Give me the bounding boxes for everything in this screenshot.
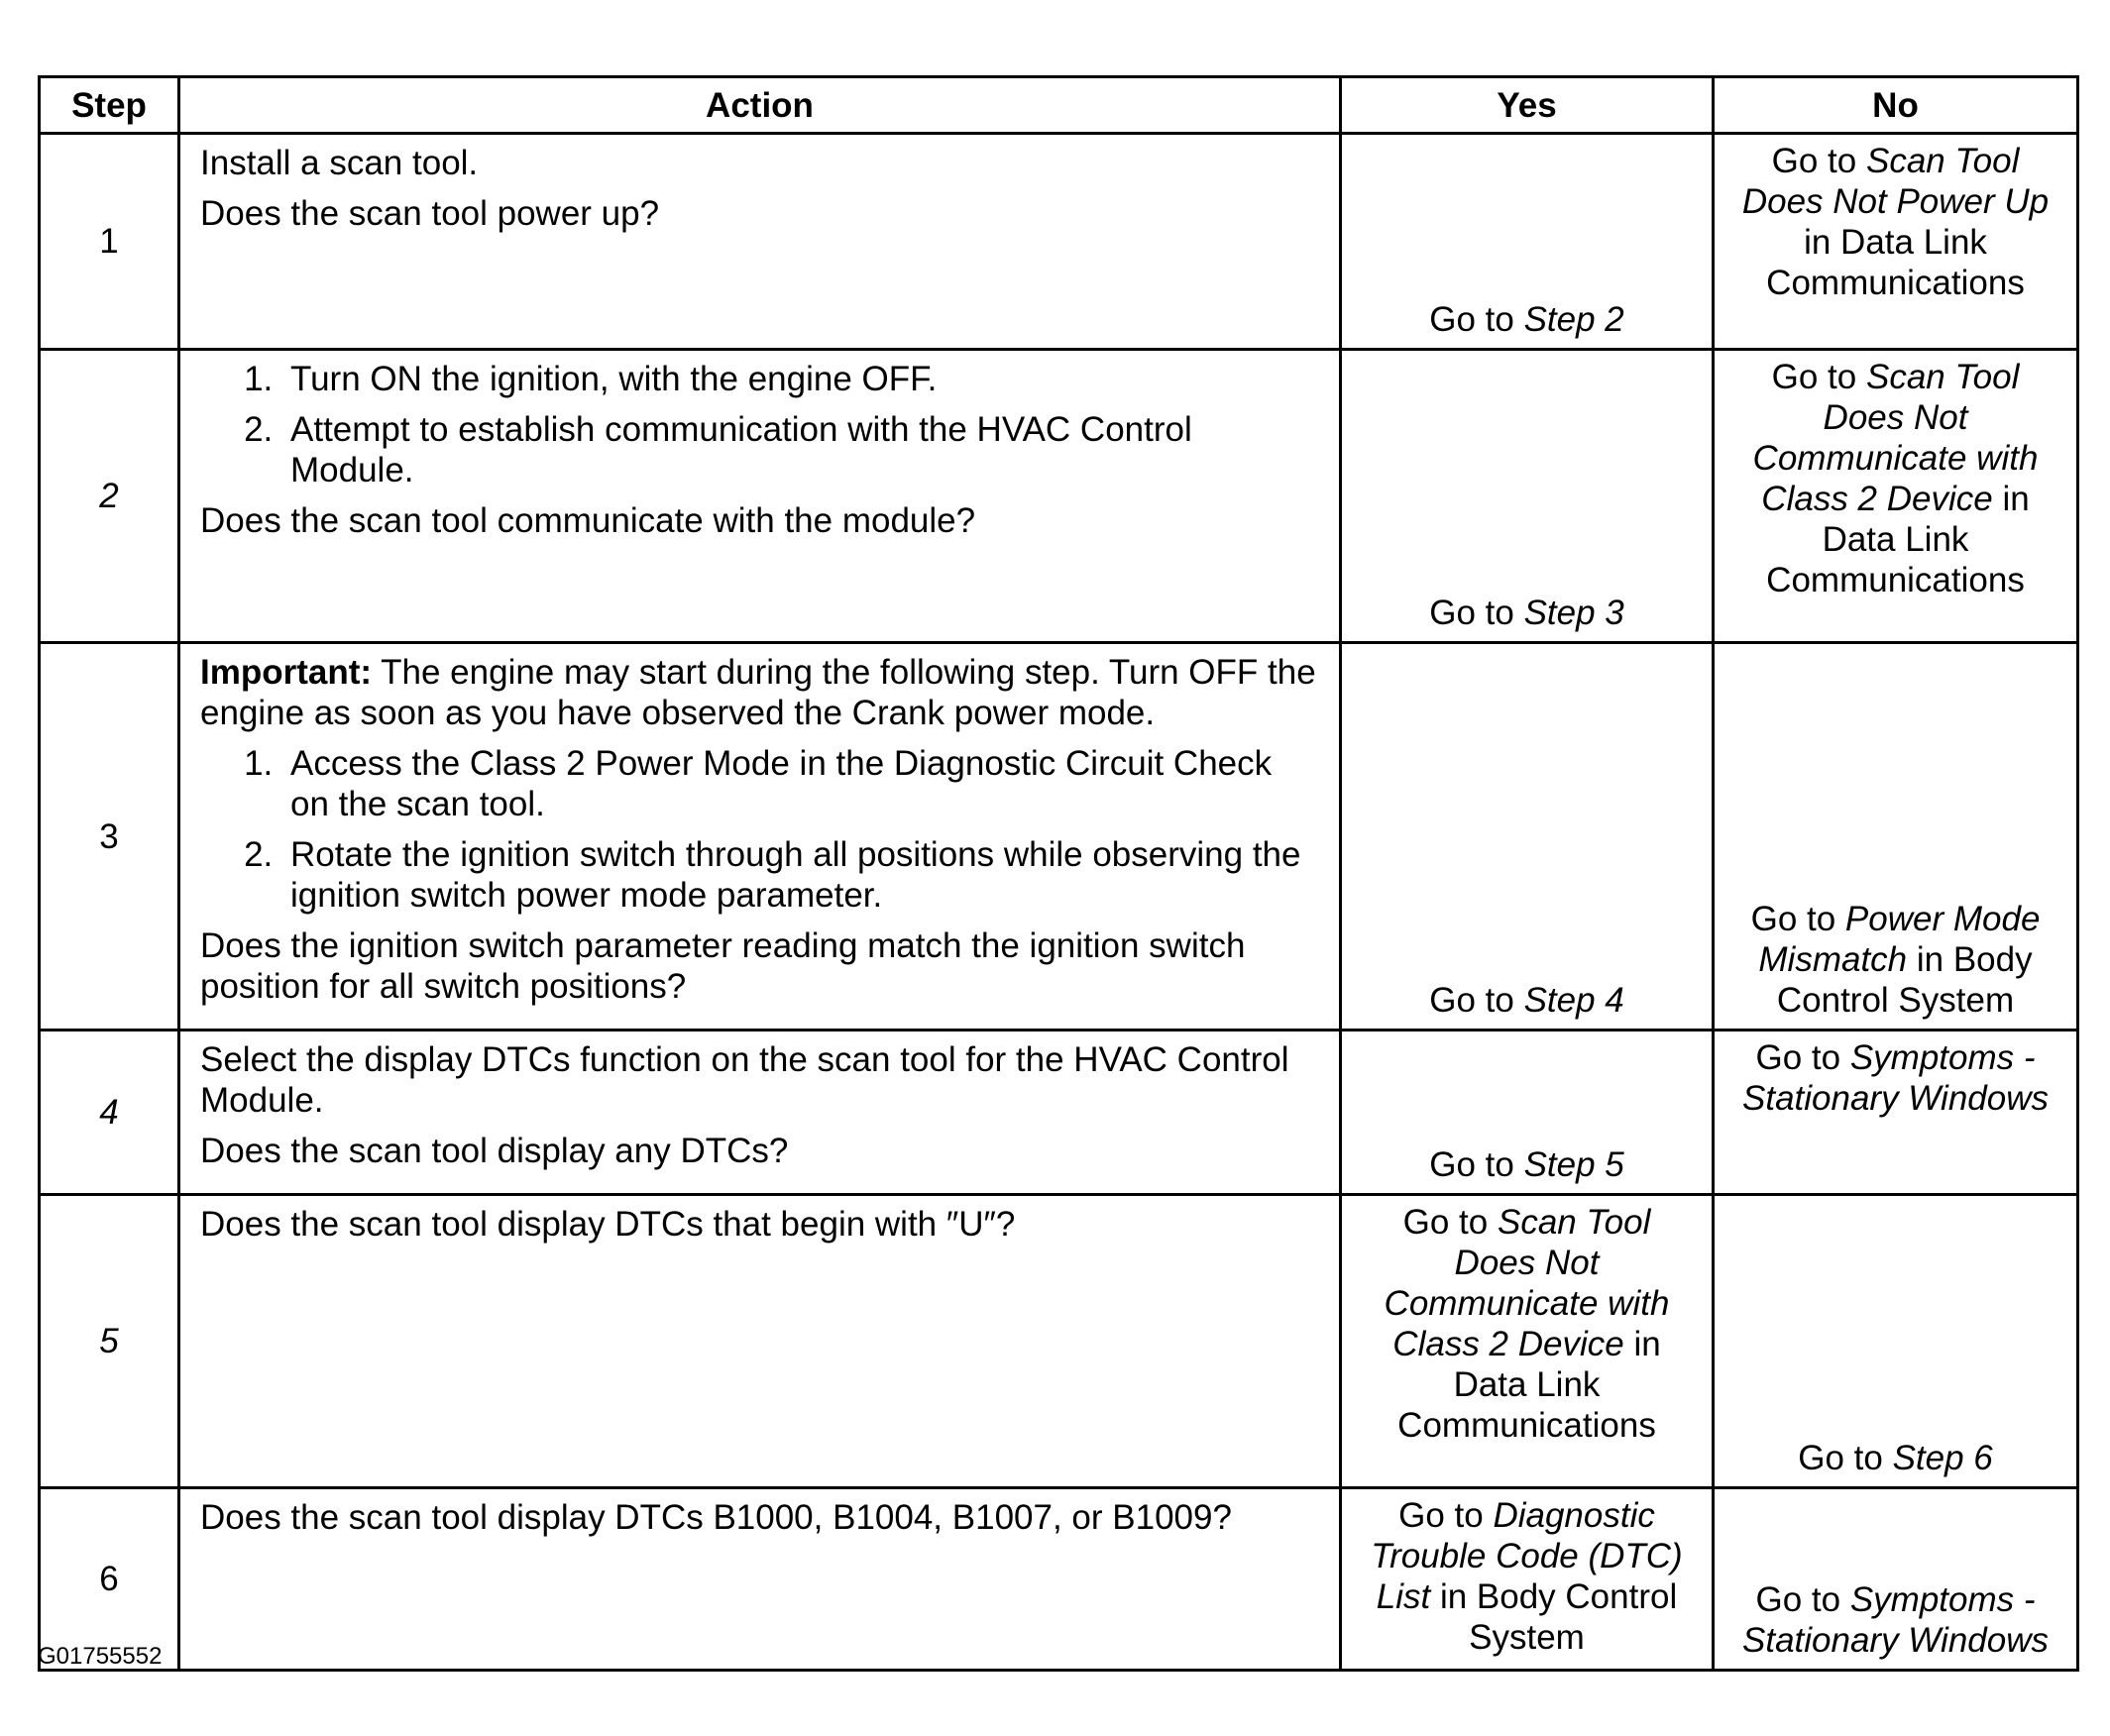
yes-link[interactable]: Step 2 (1523, 300, 1624, 339)
no-cell (1714, 1488, 2078, 1671)
no-prefix: Go to (1771, 358, 1866, 396)
yes-cell (1341, 1195, 1714, 1488)
yes-suffix: in Data Link Communications (1397, 1325, 1661, 1445)
header-step: Step (40, 77, 179, 134)
important-note (200, 652, 1319, 733)
action-cell (179, 1031, 1341, 1195)
step-number: 5 (40, 1195, 179, 1488)
no-cell (1714, 1031, 2078, 1195)
action-line: Select the display DTCs function on the scan tool for the HVAC Control Module. (200, 1040, 1289, 1120)
action-list-item: 1. Turn ON the ignition, with the engine OFF. (282, 359, 1319, 399)
action-question: Does the scan tool display any DTCs? (200, 1132, 789, 1170)
table-row (40, 134, 2078, 350)
yes-suffix: in Body Control System (1430, 1577, 1678, 1657)
step-number: 2 (40, 350, 179, 643)
action-list (200, 359, 1319, 490)
step-number: 1 (40, 134, 179, 350)
action-question: Does the scan tool communicate with the module? (200, 501, 976, 540)
yes-cell (1341, 1488, 1714, 1671)
table-row (40, 1195, 2078, 1488)
table-row (40, 350, 2078, 643)
no-link[interactable]: Scan Tool Does Not Communicate with Class 2 Device (1752, 358, 2039, 518)
no-prefix: Go to (1750, 900, 1845, 938)
action-cell (179, 134, 1341, 350)
action-list-item: 2. Attempt to establish communication with the HVAC Control Module. (282, 409, 1319, 490)
no-cell (1714, 350, 2078, 643)
figure-id: G01755552 (38, 1643, 163, 1670)
action-list-item: 1. Access the Class 2 Power Mode in the Diagnostic Circuit Check on the scan tool. (282, 743, 1319, 824)
no-link[interactable]: Power Mode Mismatch (1758, 900, 2041, 979)
header-no: No (1714, 77, 2078, 134)
action-list-item: 2. Rotate the ignition switch through all positions while observing the ignition switch power mode parameter. (282, 834, 1319, 916)
no-prefix: Go to (1755, 1038, 1850, 1077)
no-prefix: Go to (1798, 1439, 1893, 1477)
important-text: The engine may start during the following step. Turn OFF the engine as soon as you have observed the Crank power mode. (200, 653, 1316, 732)
no-suffix: in Data Link Communications (1766, 480, 2030, 599)
step-number: 6 (40, 1488, 179, 1671)
action-cell (179, 350, 1341, 643)
yes-cell (1341, 350, 1714, 643)
step-number: 3 (40, 643, 179, 1031)
yes-prefix: Go to (1429, 981, 1524, 1020)
yes-link[interactable]: Step 3 (1523, 594, 1624, 632)
yes-cell (1341, 643, 1714, 1031)
yes-prefix: Go to (1429, 300, 1524, 339)
action-cell (179, 1195, 1341, 1488)
yes-cell (1341, 134, 1714, 350)
yes-prefix: Go to (1429, 594, 1524, 632)
diagnostic-table (38, 75, 2079, 1672)
action-question: Does the scan tool display DTCs B1000, B1004, B1007, or B1009? (200, 1498, 1232, 1537)
no-link[interactable]: Step 6 (1892, 1439, 1993, 1477)
step-number: 4 (40, 1031, 179, 1195)
no-link[interactable]: Scan Tool Does Not Power Up (1741, 142, 2050, 221)
action-question: Does the scan tool power up? (200, 194, 660, 233)
header-action: Action (179, 77, 1341, 134)
no-suffix: in Body Control System (1776, 940, 2033, 1020)
no-prefix: Go to (1755, 1580, 1850, 1619)
important-label: Important: (200, 653, 373, 692)
header-yes: Yes (1341, 77, 1714, 134)
no-cell (1714, 643, 2078, 1031)
no-cell (1714, 134, 2078, 350)
no-link[interactable]: Symptoms - Stationary Windows (1742, 1038, 2049, 1118)
action-cell (179, 643, 1341, 1031)
yes-link[interactable]: Step 4 (1523, 981, 1624, 1020)
no-link[interactable]: Symptoms - Stationary Windows (1742, 1580, 2049, 1660)
yes-link[interactable]: Diagnostic Trouble Code (DTC) List (1371, 1496, 1683, 1616)
yes-link[interactable]: Scan Tool Does Not Communicate with Class 2 Device (1384, 1203, 1670, 1363)
action-question: Does the ignition switch parameter reading match the ignition switch position for all switch positions? (200, 926, 1246, 1006)
no-cell (1714, 1195, 2078, 1488)
yes-prefix: Go to (1402, 1203, 1498, 1242)
action-question: Does the scan tool display DTCs that begin with ″U″? (200, 1205, 1016, 1244)
header-row (40, 77, 2078, 134)
action-list (200, 743, 1319, 916)
yes-prefix: Go to (1429, 1145, 1524, 1184)
no-prefix: Go to (1771, 142, 1866, 180)
table-row (40, 1488, 2078, 1671)
table-row (40, 1031, 2078, 1195)
no-suffix: in Data Link Communications (1766, 223, 2025, 302)
yes-prefix: Go to (1398, 1496, 1494, 1535)
yes-link[interactable]: Step 5 (1523, 1145, 1624, 1184)
yes-cell (1341, 1031, 1714, 1195)
action-line: Install a scan tool. (200, 144, 479, 182)
table-row (40, 643, 2078, 1031)
action-cell (179, 1488, 1341, 1671)
